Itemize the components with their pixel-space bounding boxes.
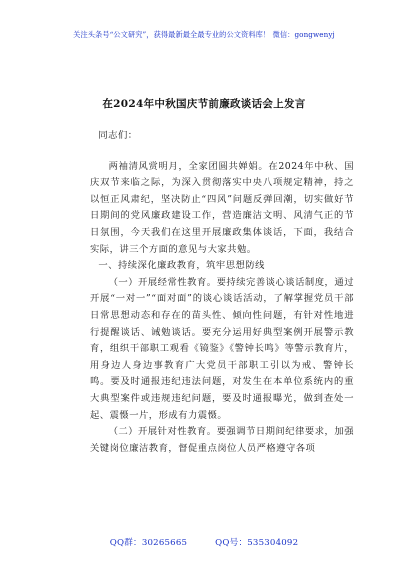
qq-group-number: QQ群：30265665	[109, 538, 188, 548]
intro-paragraph: 两袖清风赏明月，全家团圆共婵娟。在2024年中秋、国庆双节来临之际，为深入贯彻落实中央八项规定精神，持之以恒正风肃纪，坚决防止“四风”问题反弹回潮，切实做好节日期间的党风廉政建设工作，营造廉洁文明、风清气正的节日氛围，今天我们在这里开展廉政集体谈话，下面，我结合实际，讲三个方面的意见与大家共勉。	[90, 160, 354, 255]
salutation: 同志们：	[98, 130, 138, 141]
document-title: 在2024年中秋国庆节前廉政谈话会上发言	[102, 98, 306, 110]
promo-banner: 关注头条号“公文研究”，获得最新最全最专业的公文资料库！ 微信：gongwenyj	[73, 30, 335, 39]
contact-footer	[0, 536, 408, 548]
section-heading: 一、持续深化廉政教育，筑牢思想防线	[98, 260, 265, 272]
qq-number: QQ号：535304092	[215, 538, 299, 548]
document-body	[90, 128, 354, 457]
sub-paragraph-1: （一）开展经常性教育。要持续完善谈心谈话制度，通过开展“一对一”“面对面”的谈心谈话活动，了解掌握党员干部日常思想动态和存在的苗头性、倾向性问题，有针对性地进行提醒谈话、诫勉谈话。要充分运用好典型案例开展警示教育，组织干部职工观看《镜鉴》《警钟长鸣》等警示教育片，用身边人身边事教育广大党员干部职工引以为戒、警钟长鸣。要及时通报违纪违法问题，对发生在本单位系统内的重大典型案件或违规违纪问题，要及时通报曝光，做到查处一起、震慑一片，形成有力震慑。	[90, 276, 354, 421]
sub-paragraph-2: （二）开展针对性教育。要强调节日期间纪律要求，加强关键岗位廉洁教育，督促重点岗位人员严格遵守各项	[90, 426, 354, 454]
